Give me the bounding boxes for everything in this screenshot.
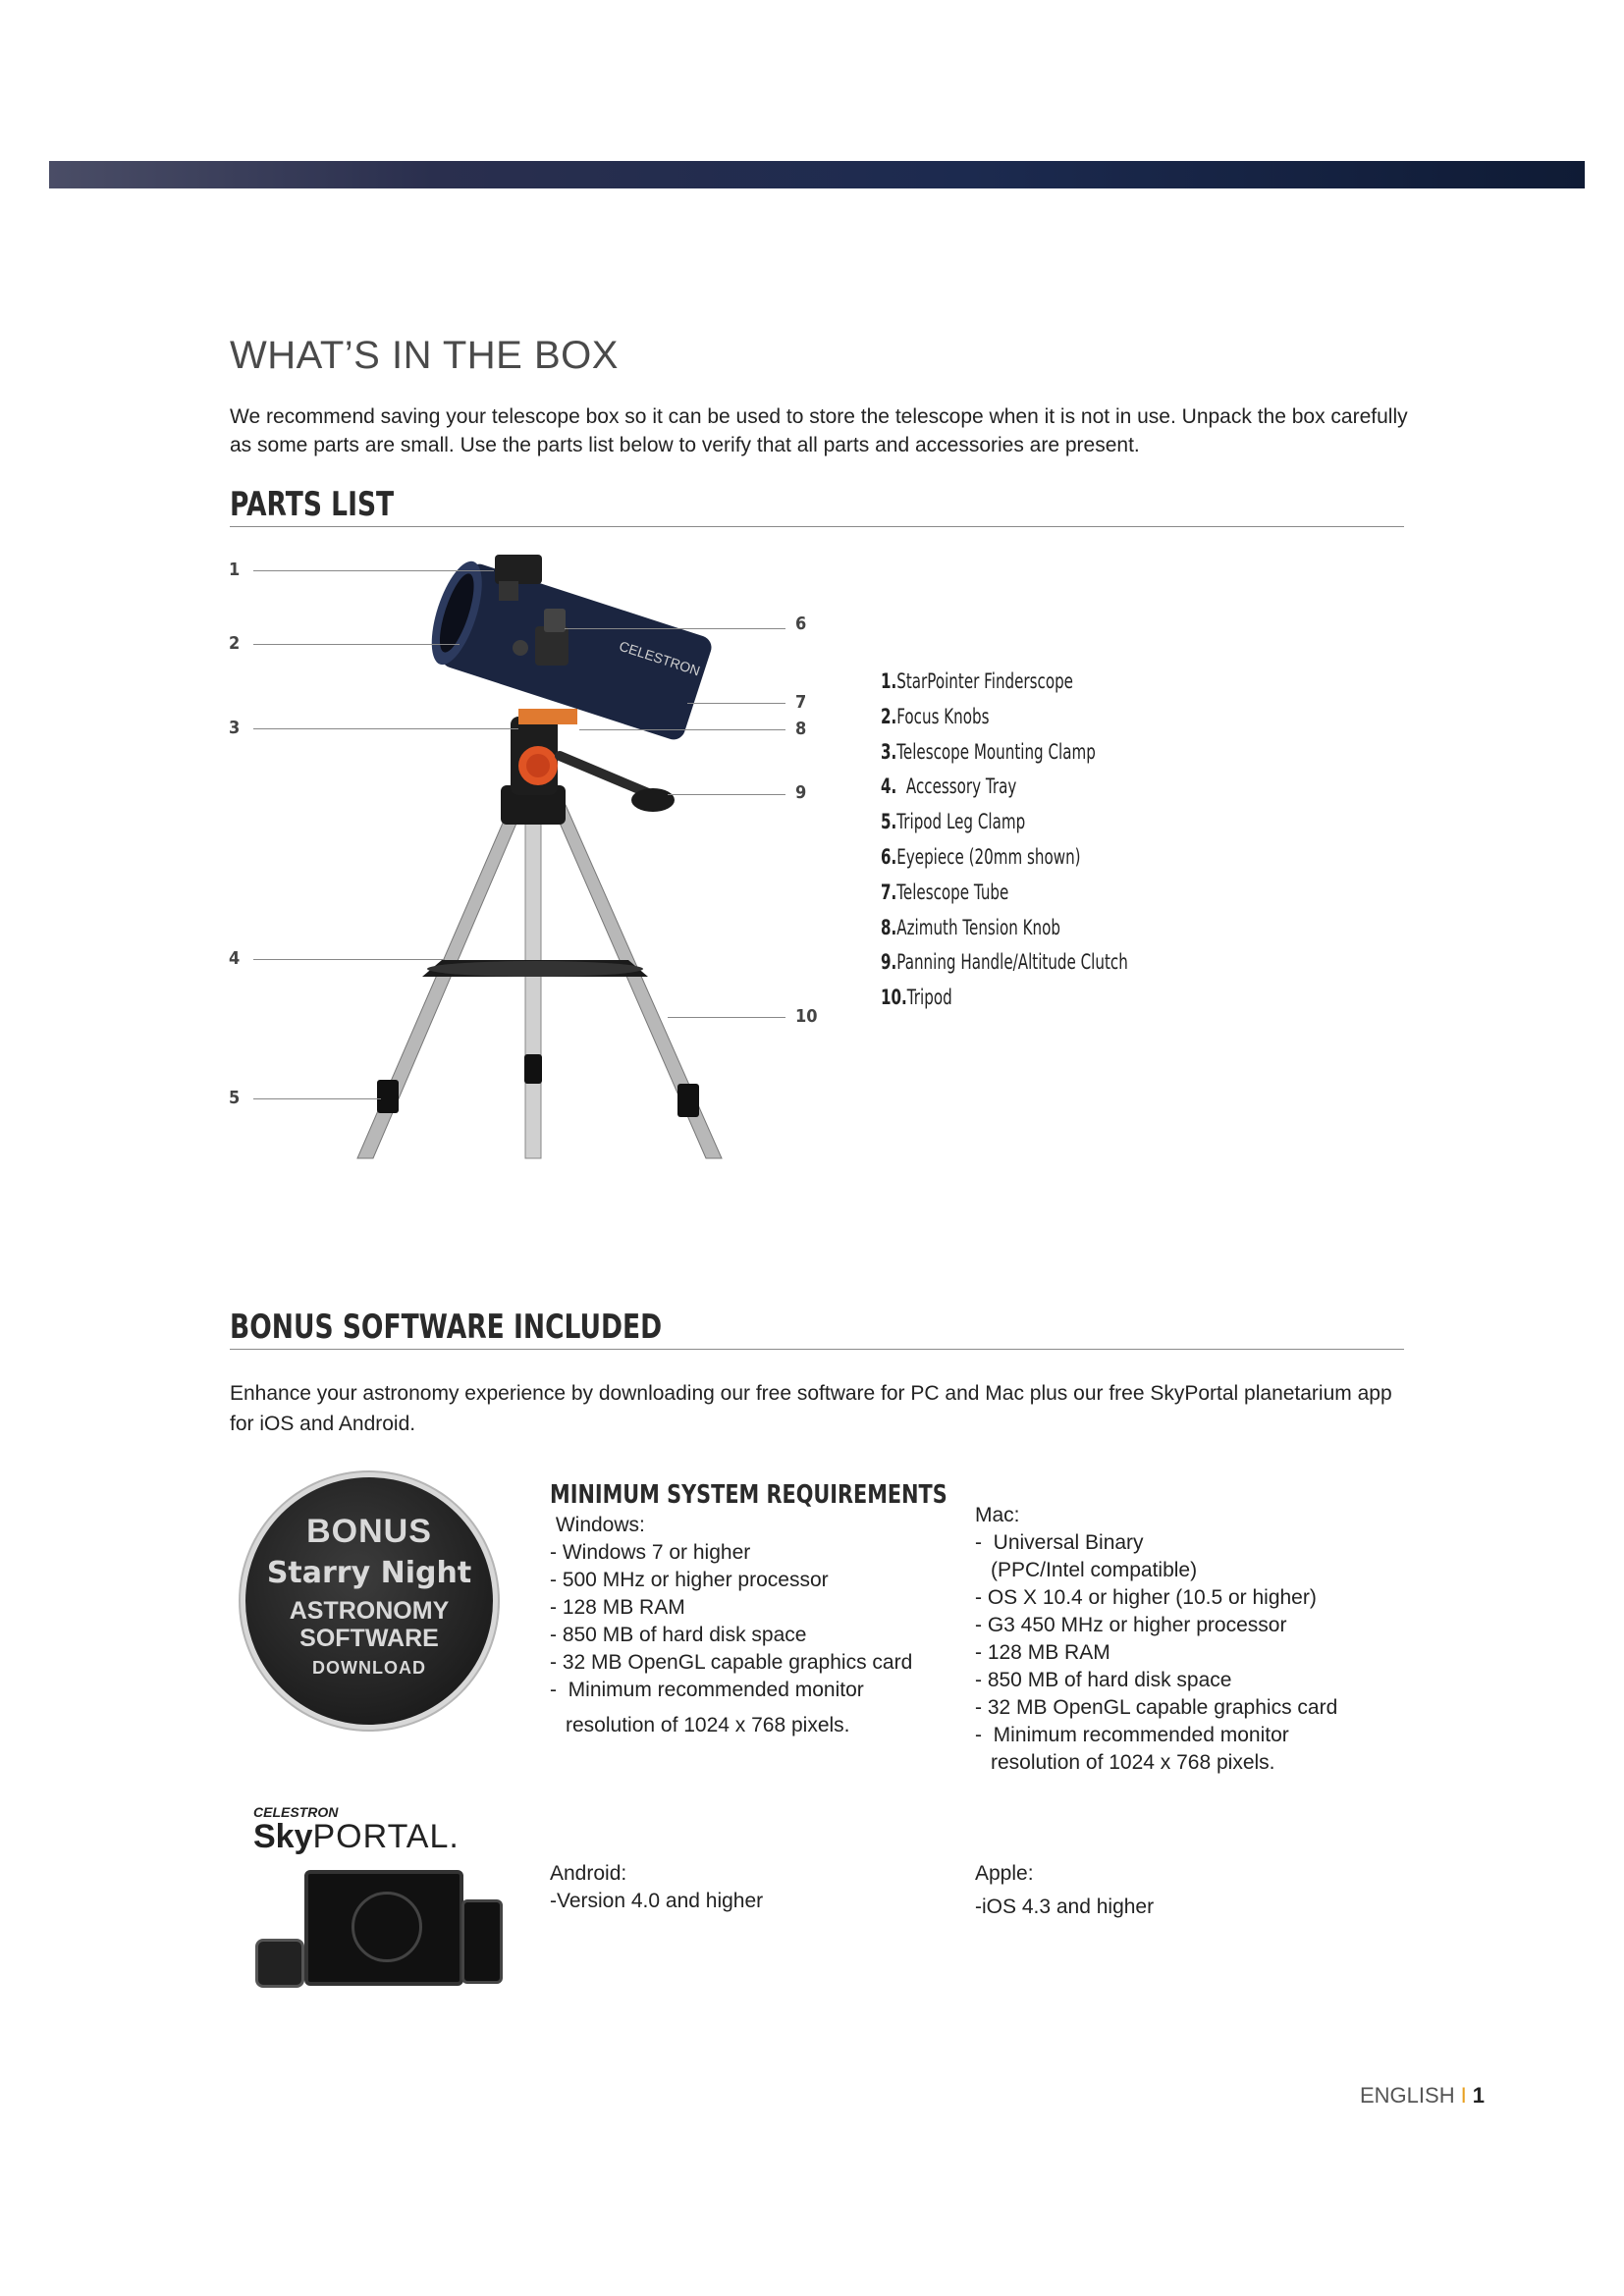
windows-line: - 850 MB of hard disk space [550,1624,807,1646]
intro-paragraph: We recommend saving your telescope box so it can be used to store the telescope when it is not in use. Unpack the box carefully as some parts are small. Use the parts list below to verify that all parts and accessories are present. [230,405,1408,456]
list-item: 4. Accessory Tray [881,774,1017,799]
callout-6: 6 [795,614,807,634]
leader-line [579,729,785,730]
svg-text:CELESTRON: CELESTRON [617,637,703,679]
mac-line: Mac: [975,1504,1020,1526]
windows-requirements [550,1512,912,1739]
requirements-title: MINIMUM SYSTEM REQUIREMENTS [550,1480,947,1510]
list-item: 7.Telescope Tube [881,880,1009,904]
windows-line: resolution of 1024 x 768 pixels. [566,1714,850,1736]
windows-line: - Minimum recommended monitor [550,1679,864,1701]
footer-separator: I [1460,2083,1467,2108]
android-label: Android: [550,1862,627,1885]
leader-line [565,628,785,629]
parts-list-heading: PARTS LIST [230,485,1404,527]
callout-7: 7 [795,692,807,713]
page-title: WHAT’S IN THE BOX [230,334,619,377]
leader-line [687,703,785,704]
list-item: 1.StarPointer Finderscope [881,669,1073,693]
phone-image [461,1899,503,1984]
bonus-description: Enhance your astronomy experience by downloading our free software for PC and Mac plus our free SkyPortal planetarium app for iOS and Android. [230,1382,1392,1435]
callout-10: 10 [795,1006,818,1027]
leader-line [668,1017,785,1018]
mac-line: - Universal Binary [975,1531,1144,1554]
parts-list [881,669,1224,1021]
apple-requirements [975,1860,1154,1921]
leader-line [668,794,785,795]
android-value: -Version 4.0 and higher [550,1890,764,1912]
wifi-module-image [255,1939,304,1988]
starry-night-badge-logo: BONUS Starry Night ASTRONOMY SOFTWARE DOWNLOAD [245,1477,493,1725]
list-item: 6.Eyepiece (20mm shown) [881,844,1081,869]
mac-line: - 32 MB OpenGL capable graphics card [975,1696,1338,1719]
list-item: 9.Panning Handle/Altitude Clutch [881,950,1128,975]
callout-8: 8 [795,719,807,739]
list-item: 8.Azimuth Tension Knob [881,915,1061,939]
bonus-software-heading: BONUS SOFTWARE INCLUDED [230,1308,1404,1350]
apple-value: -iOS 4.3 and higher [975,1896,1155,1918]
leader-line [253,1098,381,1099]
page-number: 1 [1472,2083,1485,2108]
windows-line: - Windows 7 or higher [550,1541,751,1564]
mac-line: - Minimum recommended monitor [975,1724,1289,1746]
mac-line: - OS X 10.4 or higher (10.5 or higher) [975,1586,1317,1609]
leader-line [253,570,494,571]
mac-line: - G3 450 MHz or higher processor [975,1614,1287,1636]
android-requirements [550,1860,763,1915]
callout-5: 5 [229,1088,241,1108]
apple-label: Apple: [975,1862,1034,1885]
windows-line: - 500 MHz or higher processor [550,1569,829,1591]
leader-line [253,644,460,645]
list-item: 10.Tripod [881,986,952,1010]
callout-2: 2 [229,633,241,654]
mac-line: - 850 MB of hard disk space [975,1669,1232,1691]
mac-line: (PPC/Intel compatible) [991,1559,1198,1581]
leader-line [253,959,445,960]
list-item: 2.Focus Knobs [881,704,990,728]
windows-line: - 128 MB RAM [550,1596,685,1619]
page-footer [1360,2083,1485,2109]
footer-language: ENGLISH [1360,2083,1455,2108]
skyportal-logo: CELESTRON SkyPORTAL. [253,1804,460,1855]
mac-requirements [975,1502,1337,1777]
list-item: 3.Telescope Mounting Clamp [881,739,1096,764]
callout-1: 1 [229,560,241,580]
callout-3: 3 [229,718,241,738]
mac-line: - 128 MB RAM [975,1641,1110,1664]
callout-9: 9 [795,782,807,803]
callout-4: 4 [229,948,241,969]
windows-line: - 32 MB OpenGL capable graphics card [550,1651,913,1674]
mac-line: resolution of 1024 x 768 pixels. [991,1751,1275,1774]
leader-line [253,728,518,729]
tablet-image [304,1870,463,1986]
windows-line: Windows: [550,1514,645,1536]
list-item: 5.Tripod Leg Clamp [881,810,1026,834]
